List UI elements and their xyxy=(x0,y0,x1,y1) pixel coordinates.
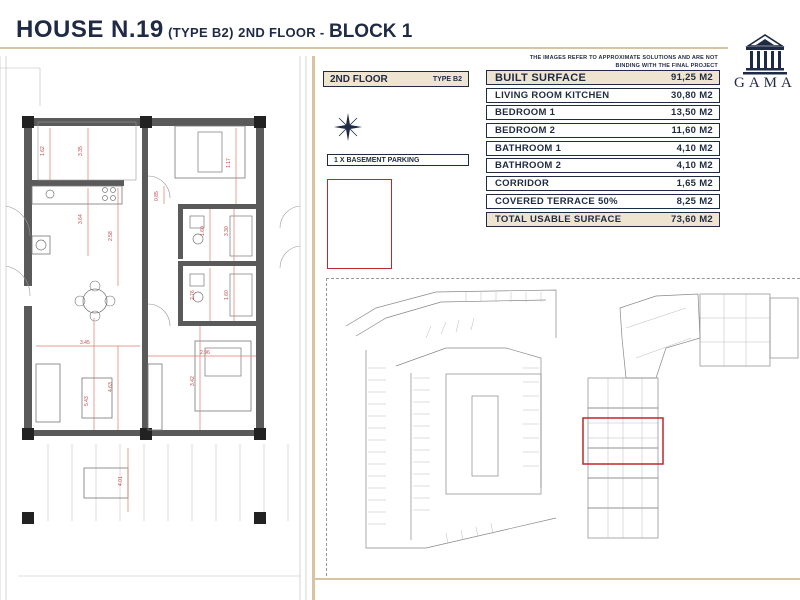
row-label: BUILT SURFACE xyxy=(495,71,587,84)
table-row xyxy=(486,88,720,103)
dim-label: 3.42 xyxy=(190,376,196,386)
row-value: 30,80 M2 xyxy=(670,89,713,101)
table-row xyxy=(486,194,720,209)
table-row xyxy=(486,176,720,191)
dim-label: 2.76 xyxy=(190,290,196,300)
row-value: 91,25 M2 xyxy=(670,72,713,83)
dim-label: 3.35 xyxy=(78,146,84,156)
surfaces-table xyxy=(486,70,720,229)
dim-label: 4.01 xyxy=(118,476,124,486)
dim-label: 4.63 xyxy=(108,382,114,392)
disclaimer-line-1: THE IMAGES REFER TO APPROXIMATE SOLUTIONS AND ARE NOT xyxy=(529,55,718,61)
floor-name: 2ND FLOOR xyxy=(330,73,388,85)
row-value: 4,10 M2 xyxy=(676,142,713,154)
dim-label: 5.43 xyxy=(84,396,90,406)
row-value: 8,25 M2 xyxy=(676,195,713,207)
site-plan xyxy=(326,278,800,576)
dim-label: 1.60 xyxy=(200,226,206,236)
table-row xyxy=(486,158,720,173)
page-title xyxy=(16,16,412,44)
row-value: 73,60 M2 xyxy=(670,213,713,225)
row-value: 11,60 M2 xyxy=(671,125,713,137)
row-label: BEDROOM 1 xyxy=(495,107,556,119)
floor-label: 2ND FLOOR - xyxy=(238,25,325,40)
dim-label: 3.64 xyxy=(78,214,84,224)
built-surface-row xyxy=(486,70,720,85)
dim-label: 2.96 xyxy=(200,350,210,356)
block-label: BLOCK 1 xyxy=(328,21,413,42)
row-label: BEDROOM 2 xyxy=(495,125,556,137)
bottom-divider xyxy=(312,578,800,580)
row-label: BATHROOM 2 xyxy=(495,160,562,172)
disclaimer xyxy=(528,54,718,70)
column-divider xyxy=(312,56,315,600)
floor-box xyxy=(323,71,469,87)
dim-label: 3.45 xyxy=(80,340,90,346)
dim-label: 2.58 xyxy=(108,231,114,241)
row-value: 13,50 M2 xyxy=(670,107,713,119)
title-divider xyxy=(0,47,728,49)
row-label: BATHROOM 1 xyxy=(495,142,562,154)
row-label: TOTAL USABLE SURFACE xyxy=(495,213,622,225)
dim-label: 3.30 xyxy=(224,226,230,236)
house-type: (TYPE B2) xyxy=(168,25,234,40)
table-row xyxy=(486,105,720,120)
floor-type: TYPE B2 xyxy=(432,75,462,83)
row-label: COVERED TERRACE 50% xyxy=(495,195,618,207)
row-value: 4,10 M2 xyxy=(676,160,713,172)
disclaimer-line-2: BINDING WITH THE FINAL PROJECT xyxy=(615,63,718,69)
parking-info: 1 X BASEMENT PARKING xyxy=(327,154,469,166)
site-plan-border xyxy=(326,278,800,576)
dim-label: 1.62 xyxy=(40,146,46,156)
row-label: CORRIDOR xyxy=(495,178,550,190)
house-number: HOUSE N.19 xyxy=(16,16,164,43)
parking-location-box xyxy=(327,179,392,269)
brand-name: GAMA xyxy=(734,75,796,91)
row-label: LIVING ROOM KITCHEN xyxy=(495,89,610,101)
dim-label: 0.85 xyxy=(154,191,160,201)
row-value: 1,65 M2 xyxy=(676,178,713,190)
total-surface-row xyxy=(486,212,720,227)
floor-plan xyxy=(0,56,312,600)
dim-label: 1.17 xyxy=(226,158,232,168)
dim-label: 1.60 xyxy=(224,290,230,300)
table-row xyxy=(486,123,720,138)
compass-icon xyxy=(333,112,363,142)
table-row xyxy=(486,141,720,156)
